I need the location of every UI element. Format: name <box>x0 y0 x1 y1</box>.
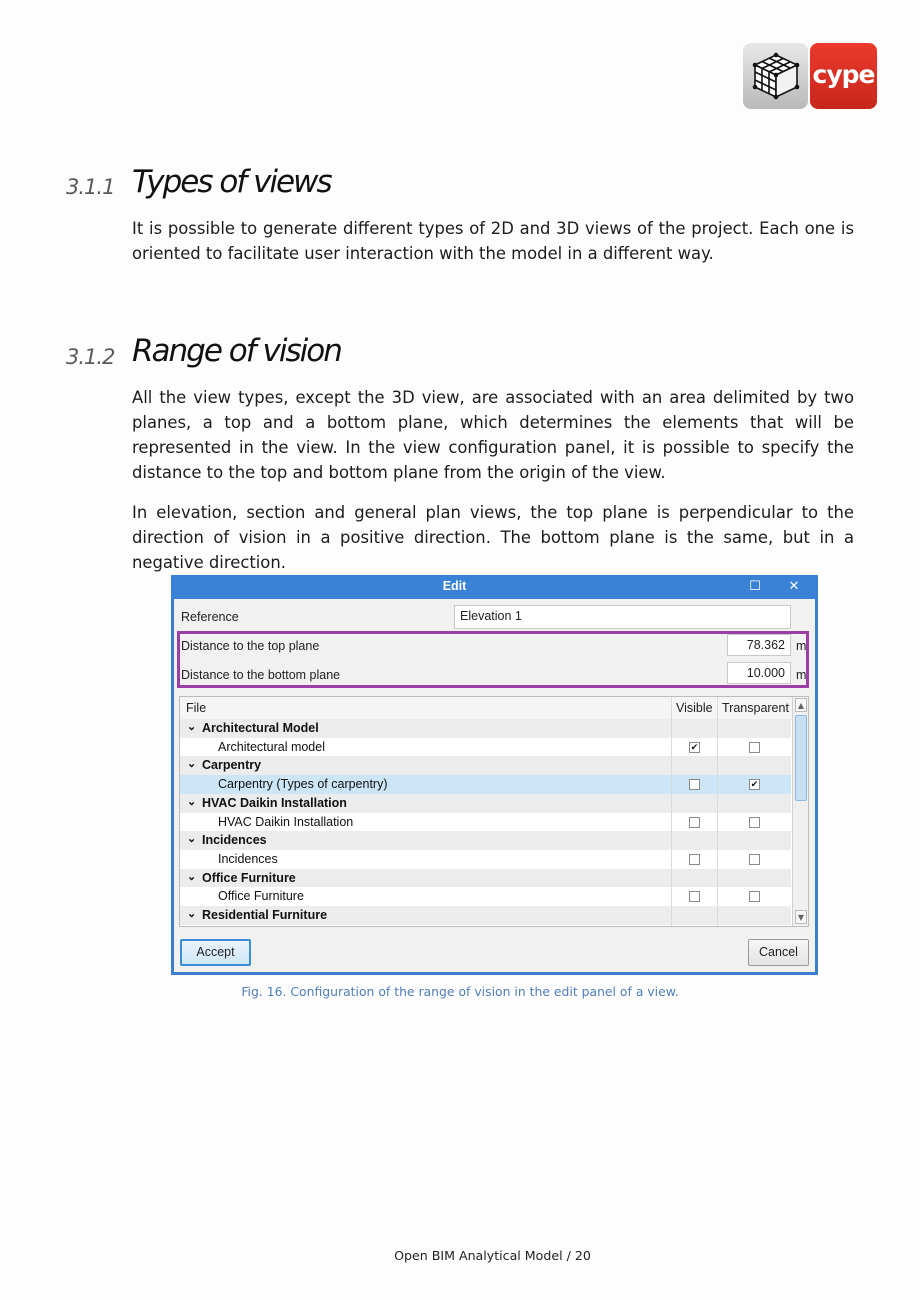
visible-checkbox[interactable] <box>689 817 700 828</box>
tree-row-label: Carpentry <box>202 758 262 773</box>
column-transparent[interactable]: Transparent <box>722 701 789 715</box>
transparent-checkbox[interactable] <box>749 742 760 753</box>
column-divider <box>671 697 672 927</box>
tree-row-label: Incidences <box>202 833 267 848</box>
dialog-title: Edit <box>442 579 467 593</box>
transparent-checkbox[interactable] <box>749 854 760 865</box>
tree-group-row[interactable] <box>180 756 791 775</box>
visible-checkbox[interactable] <box>689 891 700 902</box>
cube-icon <box>743 43 808 109</box>
tree-header <box>180 697 792 720</box>
files-tree <box>179 696 809 927</box>
section-title: Types of views <box>132 164 331 200</box>
tree-row-label: Office Furniture <box>218 889 304 904</box>
tree-group-row[interactable] <box>180 794 791 813</box>
section-title: Range of vision <box>132 333 341 369</box>
tree-file-row[interactable] <box>180 813 791 832</box>
tree-row-label: HVAC Daikin Installation <box>218 814 354 829</box>
transparent-checkbox[interactable] <box>749 817 760 828</box>
tree-row-label: Carpentry (Types of carpentry) <box>218 777 388 792</box>
cype-wordmark: cype <box>810 43 877 109</box>
column-visible[interactable]: Visible <box>676 701 713 715</box>
tree-file-row[interactable] <box>180 775 791 794</box>
top-plane-unit: m <box>796 639 807 653</box>
chevron-down-icon[interactable]: ⌄ <box>187 795 197 808</box>
tree-file-row[interactable] <box>180 850 791 869</box>
chevron-down-icon[interactable]: ⌄ <box>187 758 197 771</box>
section-number: 3.1.2 <box>66 345 115 369</box>
tree-row-label: Office Furniture <box>202 870 296 885</box>
close-icon[interactable]: ✕ <box>788 579 800 594</box>
top-plane-label: Distance to the top plane <box>181 639 320 653</box>
chevron-down-icon[interactable]: ⌄ <box>187 908 197 920</box>
top-plane-input[interactable]: 78.362 <box>727 634 791 656</box>
tree-row-label: Architectural Model <box>202 721 319 735</box>
tree-row-label: Residential Furniture <box>202 908 328 922</box>
bottom-plane-input[interactable]: 10.000 <box>727 662 791 684</box>
tree-scrollbar[interactable] <box>792 697 809 926</box>
accept-button[interactable]: Accept <box>180 939 251 966</box>
scroll-down-icon[interactable]: ▼ <box>795 910 807 924</box>
section-number: 3.1.1 <box>66 175 115 199</box>
transparent-checkbox[interactable]: ✔ <box>750 779 759 790</box>
tree-row-label: Incidences <box>218 851 278 866</box>
tree-file-row[interactable] <box>180 887 791 906</box>
visible-checkbox[interactable] <box>689 779 700 790</box>
scroll-up-icon[interactable]: ▲ <box>795 698 807 712</box>
tree-row-label: Architectural model <box>218 739 325 754</box>
edit-dialog <box>171 575 818 975</box>
tree-group-row[interactable] <box>180 719 791 738</box>
dialog-titlebar <box>171 575 818 599</box>
scroll-thumb[interactable] <box>795 715 807 801</box>
tree-row-label: HVAC Daikin Installation <box>202 795 347 810</box>
figure-caption: Fig. 16. Configuration of the range of vision in the edit panel of a view. <box>241 984 679 999</box>
reference-label: Reference <box>181 610 239 624</box>
tree-group-row[interactable] <box>180 831 791 850</box>
reference-input[interactable]: Elevation 1 <box>454 605 791 629</box>
tree-file-row[interactable] <box>180 738 791 757</box>
cancel-button[interactable]: Cancel <box>748 939 809 966</box>
maximize-icon[interactable]: ☐ <box>749 579 761 594</box>
column-divider <box>717 697 718 927</box>
bottom-plane-unit: m <box>796 668 807 682</box>
transparent-checkbox[interactable] <box>749 891 760 902</box>
chevron-down-icon[interactable]: ⌄ <box>187 870 197 883</box>
page-footer: Open BIM Analytical Model / 20 <box>394 1248 591 1263</box>
chevron-down-icon[interactable]: ⌄ <box>187 721 197 733</box>
visible-checkbox[interactable]: ✔ <box>690 741 699 752</box>
tree-group-row[interactable] <box>180 869 791 888</box>
paragraph: In elevation, section and general plan views, the top plane is perpendicular to the direction of vision in a positive direction. The bottom plane is the same, but in a negative direction. <box>132 503 854 572</box>
dialog-body <box>174 599 815 972</box>
chevron-down-icon[interactable]: ⌄ <box>187 833 197 846</box>
paragraph: All the view types, except the 3D view, are associated with an area delimited by two planes, a top and a bottom plane, which determines the elements that will be represented in the view. In the view configuration panel, it is possible to specify the distance to the top and bottom plane from the origin of the view. <box>132 388 854 482</box>
tree-group-row[interactable] <box>180 906 791 925</box>
column-file[interactable]: File <box>186 701 207 715</box>
cype-logo <box>743 43 877 110</box>
visible-checkbox[interactable] <box>689 854 700 865</box>
bottom-plane-label: Distance to the bottom plane <box>181 668 341 682</box>
paragraph: It is possible to generate different types of 2D and 3D views of the project. Each one is oriented to facilitate user interaction with the model in a different way. <box>132 219 854 263</box>
